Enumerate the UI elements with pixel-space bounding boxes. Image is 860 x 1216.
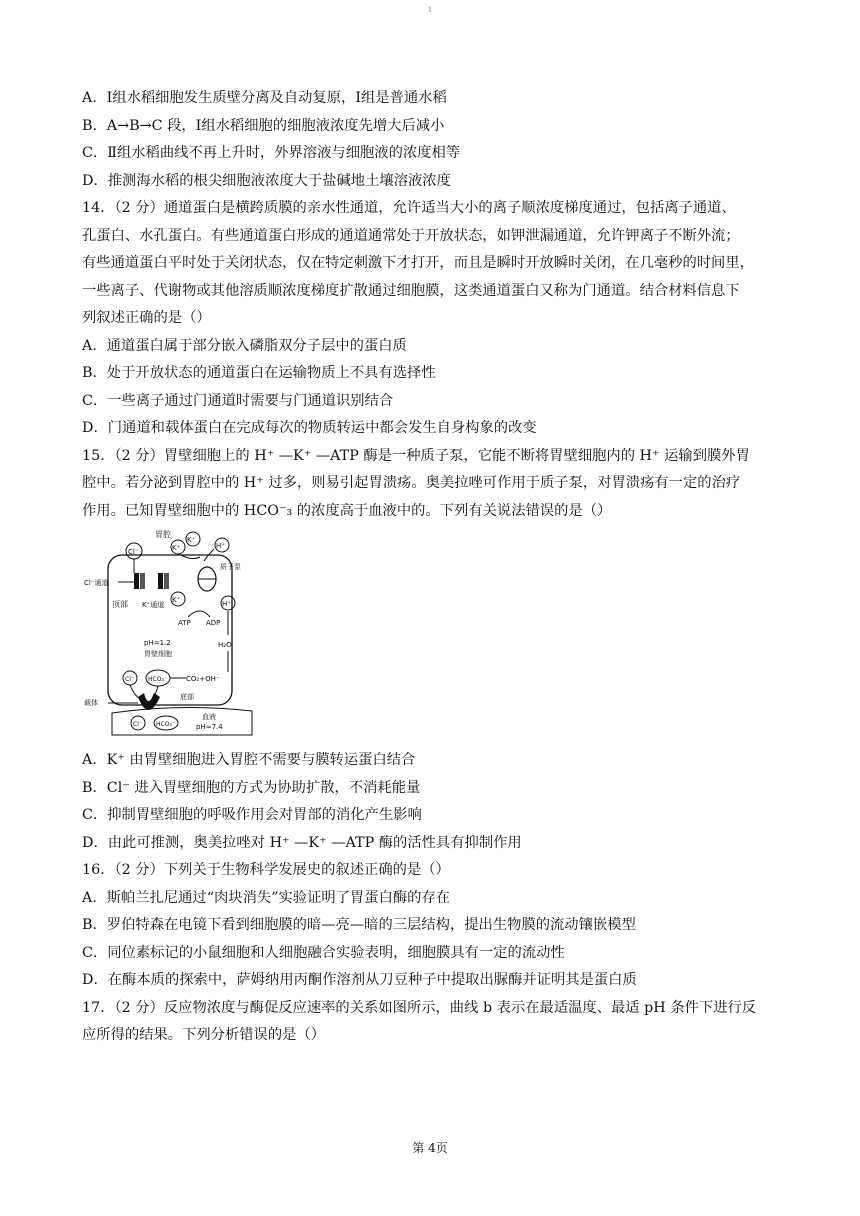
q16-option-c: C．同位素标记的小鼠细胞和人细胞融合实验表明，细胞膜具有一定的流动性 <box>82 944 565 961</box>
basal-label: 底部 <box>180 693 194 701</box>
svg-text:H⁺: H⁺ <box>222 600 231 608</box>
apical-label: 顶部 <box>112 600 128 609</box>
svg-text:K⁺: K⁺ <box>187 536 196 544</box>
carrier-label: 载体 <box>84 699 98 707</box>
svg-text:H⁺: H⁺ <box>216 542 225 550</box>
header-mark: 1 <box>427 6 433 14</box>
q13-option-a: A．Ⅰ组水稻细胞发生质壁分离及自动复原，Ⅰ组是普通水稻 <box>82 90 447 106</box>
q15-stem-line: 腔中。若分泌到胃腔中的 H⁺ 过多，则易引起胃溃疡。奥美拉唑可作用于质子泵，对胃溃疡有一定的治疗 <box>82 475 741 491</box>
q16-option-d: D．在酶本质的探索中，萨姆纳用丙酮作溶剂从刀豆种子中提取出脲酶并证明其是蛋白质 <box>82 972 637 988</box>
svg-text:HCO₃⁻: HCO₃⁻ <box>148 676 167 683</box>
k-channel-shape <box>158 573 163 589</box>
adp-label: ADP <box>206 619 221 627</box>
co2-oh-label: CO₂+OH⁻ <box>186 675 220 683</box>
q14-stem-line: 一些离子、代谢物或其他溶质顺浓度梯度扩散通过细胞膜，这类通道蛋白又称为门通道。结合材料信息下 <box>82 282 740 299</box>
q16-option-a: A．斯帕兰扎尼通过“肉块消失”实验证明了胃蛋白酶的存在 <box>82 889 451 906</box>
q14-option-c: C．一些离子通过门通道时需要与门通道识别结合 <box>82 392 394 409</box>
carrier-shape <box>138 693 160 710</box>
water-label: H₂O <box>218 641 232 649</box>
q13-option-c: C．Ⅱ组水稻曲线不再上升时，外界溶液与细胞液的浓度相等 <box>82 145 461 161</box>
parietal-cell-diagram <box>82 527 272 737</box>
q13-option-b: B．A→B→C 段，Ⅰ组水稻细胞的细胞液浓度先增大后减小 <box>82 117 445 134</box>
q14-option-b: B．处于开放状态的通道蛋白在运输物质上不具有选择性 <box>82 365 436 381</box>
q14-option-d: D．门通道和载体蛋白在完成每次的物质转运中都会发生自身构象的改变 <box>82 420 537 436</box>
page-content <box>82 85 782 1050</box>
q15-option-d: D．由此可推测，奥美拉唑对 H⁺ —K⁺ —ATP 酶的活性具有抑制作用 <box>82 834 522 851</box>
svg-text:HCO₃⁻: HCO₃⁻ <box>156 721 175 728</box>
ph-cell-label: pH=1.2 <box>144 639 171 647</box>
page-number: 第 4页 <box>412 1141 448 1155</box>
q15-option-c: C．抑制胃壁细胞的呼吸作用会对胃部的消化产生影响 <box>82 807 422 823</box>
q14-stem-line: 14．（2 分）通道蛋白是横跨质膜的亲水性通道，允许适当大小的离子顺浓度梯度通过，包括离子通道、 <box>82 200 736 216</box>
ph-blood-label: pH≈7.4 <box>196 723 223 731</box>
blood-label: 血液 <box>202 713 216 721</box>
q16-option-b: B．罗伯特森在电镜下看到细胞膜的暗—亮—暗的三层结构，提出生物膜的流动镶嵌模型 <box>82 917 636 933</box>
q17-stem-line: 应所得的结果。下列分析错误的是（） <box>82 1027 326 1043</box>
cl-channel-label: Cl⁻通道 <box>84 579 109 587</box>
svg-text:K⁺: K⁺ <box>172 596 181 604</box>
atp-label: ATP <box>178 619 191 627</box>
q15-stem-line: 15．（2 分）胃壁细胞上的 H⁺ —K⁺ —ATP 酶是一种质子泵，它能不断将胃壁细胞内的 H⁺ 运输到膜外胃 <box>82 447 750 464</box>
proton-pump-label: 质子泵 <box>220 563 241 571</box>
lumen-label: 胃腔 <box>155 530 171 539</box>
svg-text:Cl⁻: Cl⁻ <box>128 548 139 556</box>
q14-stem-line: 有些通道蛋白平时处于关闭状态，仅在特定刺激下才打开，而且是瞬时开放瞬时关闭，在几毫秒的时间里， <box>82 255 754 271</box>
svg-text:K⁺: K⁺ <box>172 544 181 552</box>
k-channel-label: K⁺通道 <box>142 601 165 609</box>
cl-channel-shape <box>134 573 139 589</box>
q15-option-a: A．K⁺ 由胃壁细胞进入胃腔不需要与膜转运蛋白结合 <box>82 752 416 768</box>
cell-name-label: 胃壁细胞 <box>144 650 172 658</box>
q15-option-b: B．Cl⁻ 进入胃壁细胞的方式为协助扩散，不消耗能量 <box>82 779 421 796</box>
q14-stem-line: 列叙述正确的是（） <box>82 310 211 326</box>
q15-stem-line: 作用。已知胃壁细胞中的 HCO⁻₃ 的浓度高于血液中的。下列有关说法错误的是（） <box>82 502 612 519</box>
svg-text:Cl⁻: Cl⁻ <box>125 676 135 683</box>
q14-option-a: A．通道蛋白属于部分嵌入磷脂双分子层中的蛋白质 <box>82 337 407 354</box>
q16-stem: 16．（2 分）下列关于生物科学发展史的叙述正确的是（） <box>82 862 450 878</box>
q17-stem-line: 17．（2 分）反应物浓度与酶促反应速率的关系如图所示，曲线 b 表示在最适温度、最适 pH 条件下进行反 <box>82 999 757 1016</box>
q14-stem-line: 孔蛋白、水孔蛋白。有些通道蛋白形成的通道通常处于开放状态，如钾泄漏通道，允许钾离子不断外流； <box>82 227 740 244</box>
svg-text:Cl⁻: Cl⁻ <box>133 721 143 728</box>
q13-option-d: D．推测海水稻的根尖细胞液浓度大于盐碱地土壤溶液浓度 <box>82 172 451 189</box>
